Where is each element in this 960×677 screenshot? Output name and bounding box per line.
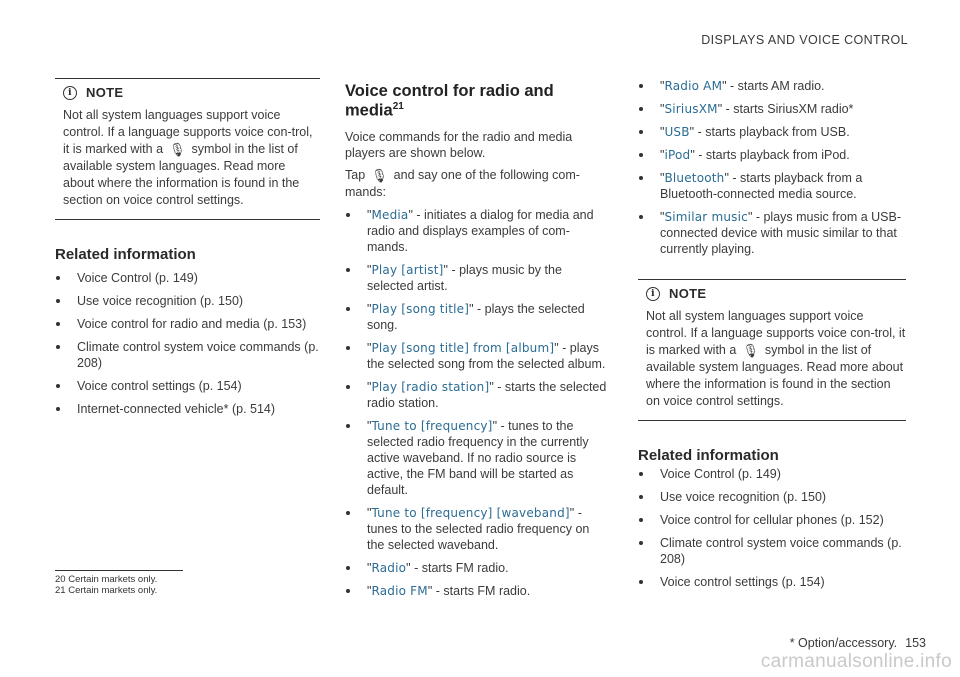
quote-mark: " xyxy=(747,210,753,224)
related-link[interactable]: Climate control system voice commands (p. 208) xyxy=(55,339,320,371)
page-footer xyxy=(790,636,926,650)
note-title: NOTE xyxy=(669,286,707,301)
quote-mark: " xyxy=(367,262,372,277)
footnote-text: Certain markets only. xyxy=(68,585,158,596)
command-description: - tunes to the selected radio frequency in the currently active waveband. If no radio source is active, the FM band will be started as default. xyxy=(367,418,589,497)
voice-command: Tune to [frequency] [waveband] xyxy=(371,505,570,520)
tap-text: Tap xyxy=(345,167,366,182)
note-heading xyxy=(63,85,320,100)
voice-command: Play [artist] xyxy=(371,262,444,277)
voice-command: Play [song title] from [album] xyxy=(371,340,555,355)
quote-mark: " xyxy=(660,102,665,116)
voice-command: Media xyxy=(371,207,409,222)
command-description: - starts FM radio. xyxy=(410,560,509,575)
command-description: - initiates a dialog for media and radio and displays examples of com-mands. xyxy=(367,207,594,254)
footnote xyxy=(55,585,183,596)
note-text-part2: symbol in the list of available system languages. Read more about where the information is found in the section on voice control settings. xyxy=(646,343,904,408)
note-box xyxy=(55,78,320,220)
section-header: DISPLAYS AND VOICE CONTROL xyxy=(701,33,908,47)
command-description: - starts playback from a Bluetooth-connected media source. xyxy=(660,171,863,201)
voice-command: Play [song title] xyxy=(371,301,470,316)
footnote-number: 20 xyxy=(55,574,66,585)
command-item xyxy=(345,583,607,599)
section-title-text: Voice control for radio and media xyxy=(345,82,554,120)
command-item xyxy=(345,262,607,294)
quote-mark: " xyxy=(367,301,372,316)
command-item xyxy=(345,505,607,553)
command-item xyxy=(638,101,906,117)
info-circle-icon: i xyxy=(646,287,660,301)
voice-command: USB xyxy=(664,125,690,139)
related-link[interactable]: Use voice recognition (p. 150) xyxy=(638,489,906,505)
voice-command: Radio AM xyxy=(664,79,723,93)
command-item xyxy=(345,207,607,255)
quote-mark: " xyxy=(489,379,494,394)
command-item xyxy=(345,418,607,498)
footnote-text: Certain markets only. xyxy=(68,574,158,585)
related-information-list xyxy=(55,270,320,417)
voice-command: Tune to [frequency] xyxy=(371,418,493,433)
quote-mark: " xyxy=(427,583,433,598)
footnote-ref: 21 xyxy=(392,101,404,112)
footnote xyxy=(55,574,183,585)
voice-command: Radio FM xyxy=(371,583,428,598)
quote-mark: " xyxy=(724,171,729,185)
quote-mark: " xyxy=(367,505,372,520)
note-text xyxy=(63,107,320,209)
command-item xyxy=(638,147,906,163)
quote-mark: " xyxy=(569,505,575,520)
quote-mark: " xyxy=(367,560,372,575)
quote-mark: " xyxy=(367,418,372,433)
quote-mark: " xyxy=(660,210,665,224)
note-box xyxy=(638,279,906,421)
voice-command: iPod xyxy=(664,148,691,162)
command-item xyxy=(638,78,906,94)
related-link[interactable]: Use voice recognition (p. 150) xyxy=(55,293,320,309)
related-information-title: Related information xyxy=(638,447,779,464)
command-item xyxy=(638,170,906,202)
quote-mark: " xyxy=(469,301,474,316)
quote-mark: " xyxy=(660,125,665,139)
watermark: carmanualsonline.info xyxy=(760,651,952,672)
command-description: - starts the selected radio station. xyxy=(367,379,607,410)
column-left xyxy=(55,78,320,417)
quote-mark: " xyxy=(443,262,448,277)
command-item xyxy=(345,379,607,411)
quote-mark: " xyxy=(722,79,727,93)
related-link[interactable]: Voice Control (p. 149) xyxy=(55,270,320,286)
quote-mark: " xyxy=(689,125,695,139)
quote-mark: " xyxy=(367,207,372,222)
command-description: - starts SiriusXM radio* xyxy=(722,102,854,116)
note-text-part1: Not all system languages support voice control. If a language supports voice con-trol, it is marked with a xyxy=(63,108,313,156)
quote-mark: " xyxy=(660,79,665,93)
column-right xyxy=(638,78,906,590)
intro-paragraph: Voice commands for the radio and media players are shown below. xyxy=(345,129,573,160)
quote-mark: " xyxy=(660,171,665,185)
voice-command: SiriusXM xyxy=(664,102,718,116)
command-item xyxy=(345,301,607,333)
option-accessory-note: * Option/accessory. xyxy=(789,636,898,650)
command-item xyxy=(638,124,906,140)
command-item xyxy=(638,209,906,257)
related-link[interactable]: Voice control settings (p. 154) xyxy=(55,378,320,394)
quote-mark: " xyxy=(367,340,372,355)
section-title xyxy=(345,82,607,121)
quote-mark: " xyxy=(406,560,411,575)
note-heading xyxy=(646,286,906,301)
note-text xyxy=(646,308,906,410)
command-description: - plays music from a USB-connected device with music similar to that currently playing. xyxy=(660,210,902,256)
note-title: NOTE xyxy=(86,85,124,100)
voice-command: Radio xyxy=(371,560,407,575)
footnote-number: 21 xyxy=(55,585,66,596)
command-item xyxy=(345,340,607,372)
voice-command: Similar music xyxy=(664,210,748,224)
command-description: - plays the selected song. xyxy=(367,301,585,332)
tap-instruction xyxy=(345,167,607,200)
command-list-continued xyxy=(638,78,906,257)
command-list xyxy=(345,207,607,599)
command-description: - starts AM radio. xyxy=(726,79,825,93)
quote-mark: " xyxy=(660,148,665,162)
related-link[interactable]: Voice Control (p. 149) xyxy=(638,466,906,482)
voice-control-icon: 🎙 xyxy=(169,142,186,157)
quote-mark: " xyxy=(492,418,498,433)
related-link[interactable]: Voice control for radio and media (p. 153) xyxy=(55,316,320,332)
command-description: - tunes to the selected radio frequency on the selected waveband. xyxy=(367,505,590,552)
note-text-part2: symbol in the list of available system languages. Read more about where the information is found in the section on voice control settings. xyxy=(63,142,300,207)
column-middle xyxy=(345,78,607,599)
quote-mark: " xyxy=(717,102,723,116)
voice-command: Bluetooth xyxy=(664,171,725,185)
related-information-list xyxy=(638,466,906,590)
command-description: - starts FM radio. xyxy=(432,583,531,598)
quote-mark: " xyxy=(554,340,559,355)
related-information-title: Related information xyxy=(55,246,196,263)
voice-control-icon: 🎙 xyxy=(742,343,759,358)
related-link[interactable]: Internet-connected vehicle* (p. 514) xyxy=(55,401,320,417)
quote-mark: " xyxy=(408,207,413,222)
page-number: 153 xyxy=(905,636,926,650)
note-text-part1: Not all system languages support voice control. If a language supports voice con-trol, it is marked with a xyxy=(646,309,906,357)
info-circle-icon: i xyxy=(63,86,77,100)
command-item xyxy=(345,560,607,576)
command-description: - plays the selected song from the selected album. xyxy=(367,340,606,371)
related-link[interactable]: Voice control settings (p. 154) xyxy=(638,574,906,590)
tap-text-after: and say one of the following com-mands: xyxy=(345,167,580,199)
quote-mark: " xyxy=(367,379,372,394)
command-description: - starts playback from USB. xyxy=(694,125,850,139)
command-description: - starts playback from iPod. xyxy=(694,148,850,162)
related-link[interactable]: Voice control for cellular phones (p. 152) xyxy=(638,512,906,528)
quote-mark: " xyxy=(367,583,372,598)
footnotes xyxy=(55,570,183,596)
related-link[interactable]: Climate control system voice commands (p. 208) xyxy=(638,535,906,567)
voice-command: Play [radio station] xyxy=(371,379,490,394)
quote-mark: " xyxy=(690,148,695,162)
voice-control-icon: 🎙 xyxy=(371,167,388,183)
command-description: - plays music by the selected artist. xyxy=(367,262,562,293)
